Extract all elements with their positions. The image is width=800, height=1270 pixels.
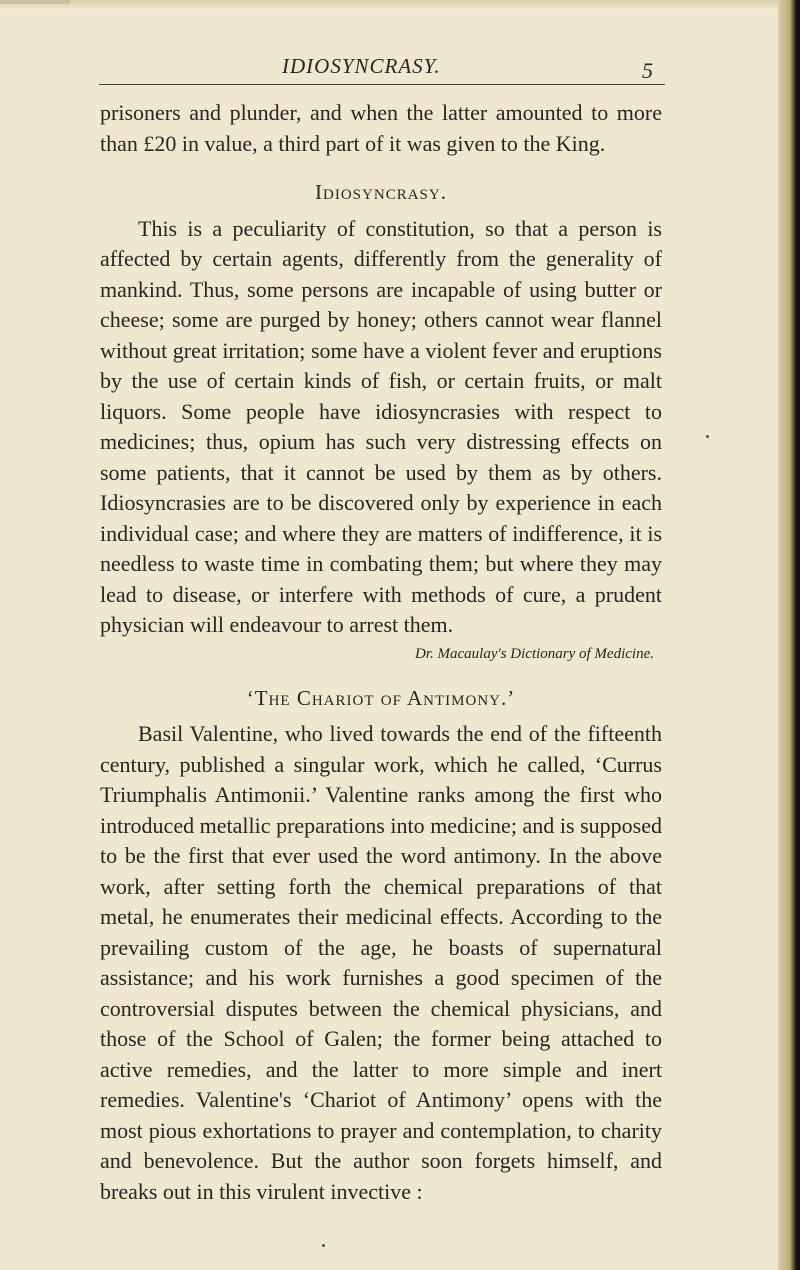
paper-speck [706, 435, 709, 438]
body-text [100, 98, 662, 1207]
book-edge [778, 0, 800, 1270]
page-number: 5 [642, 58, 653, 83]
idiosyncrasy-paragraph: This is a peculiarity of constitution, so that a person is affected by certain agents, differently from the generality of mankind. Thus, some persons are incapable of using butter or cheese; some are purged by honey; others cannot wear flannel without great irritation; some have a violent fever and eruptions by the use of certain kinds of fish, or certain fruits, or malt liquors. Some people have idiosyncrasies with respect to medicines; thus, opium has such very distressing effects on some patients, that it cannot be used by them as by others. Idiosyncrasies are to be discovered only by experience in each individual case; and where they are matters of indifference, it is needless to waste time in combating them; but where they may lead to disease, or interfere with methods of cure, a prudent physician will endeavour to arrest them. [100, 215, 662, 637]
opening-paragraph: prisoners and plunder, and when the latter amounted to more than £20 in value, a third part of it was given to the King. [100, 100, 662, 156]
antimony-paragraph: Basil Valentine, who lived towards the end of the fifteenth century, published a singular work, which he called, ‘Currus Triumphalis Antimonii.’ Valentine ranks among the first who introduced metallic preparations into medicine; and is supposed to be the first that ever used the word antimony. In the above work, after setting forth the chemical preparations of that metal, he enumerates their medicinal effects. According to the prevailing custom of the age, he boasts of supernatural assistance; and his work furnishes a good specimen of the controversial disputes between the chemical physicians, and those of the School of Galen; the former being attached to active remedies, and the latter to more simple and inert remedies. Valentine's ‘Chariot of Antimony’ opens with the most pious exhortations to prayer and contemplation, to charity and benevolence. But the author soon forgets himself, and breaks out in this virulent invective : [100, 721, 662, 1204]
page-top-shading [0, 0, 778, 10]
antimony-heading: ‘The Chariot of Antimony.’ [246, 685, 516, 710]
citation: Dr. Macaulay's Dictionary of Medicine. [415, 645, 654, 662]
idiosyncrasy-heading: Idiosyncrasy. [315, 180, 447, 204]
paper-speck [322, 1244, 325, 1247]
page-corner-shadow [0, 0, 70, 4]
running-head [0, 54, 778, 84]
header-rule [99, 84, 665, 85]
running-title: IDIOSYNCRASY. [282, 54, 441, 78]
